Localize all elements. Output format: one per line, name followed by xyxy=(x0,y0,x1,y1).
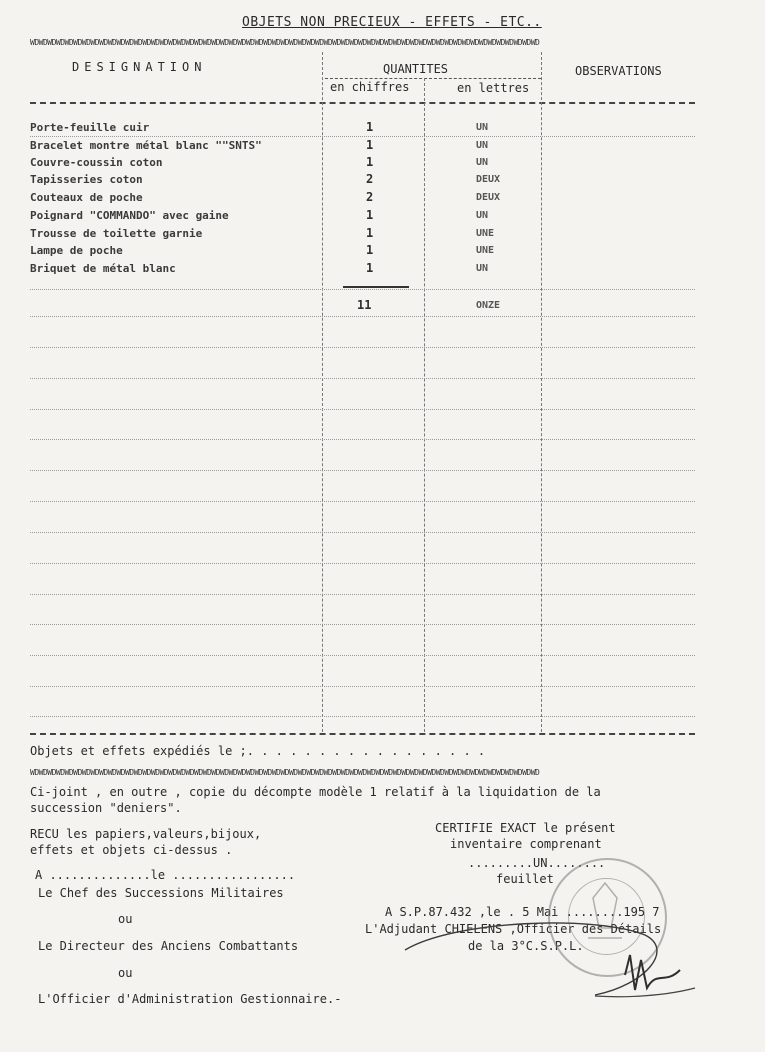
chef-successions: Le Chef des Successions Militaires xyxy=(38,886,284,900)
adjudant-line: L'Adjudant CHIELENS ,Officier des Détails xyxy=(365,922,662,936)
table-bottom-rule xyxy=(30,733,695,735)
ruling-line xyxy=(30,563,695,564)
directeur-anciens-combattants: Le Directeur des Anciens Combattants xyxy=(38,939,299,953)
item-name: Briquet de métal blanc xyxy=(30,262,176,275)
item-letters: UN xyxy=(476,140,489,151)
ruling-line xyxy=(30,289,695,290)
total-letters: ONZE xyxy=(476,300,501,311)
item-qty: 1 xyxy=(366,138,374,152)
item-qty: 1 xyxy=(366,243,374,257)
total-underline xyxy=(343,286,409,288)
ou-2: ou xyxy=(118,966,133,980)
recu-line-2: effets et objets ci-dessus . xyxy=(30,843,233,857)
ruling-line xyxy=(30,378,695,379)
item-qty: 1 xyxy=(366,120,374,134)
cijoint-line-1: Ci-joint , en outre , copie du décompte modèle 1 relatif à la liquidation de la xyxy=(30,785,601,799)
total-qty: 11 xyxy=(357,298,372,312)
ruling-line xyxy=(30,624,695,625)
item-name: Tapisseries coton xyxy=(30,173,143,186)
header-observations: OBSERVATIONS xyxy=(575,64,662,78)
cijoint-line-2: succession "deniers". xyxy=(30,801,182,815)
sp-date-line: A S.P.87.432 ,le . 5 Mai ........195 7 xyxy=(385,905,660,919)
a-le-line: A ..............le ................. xyxy=(35,868,296,882)
ruling-line xyxy=(30,439,695,440)
ruling-line xyxy=(30,347,695,348)
header-en-chiffres: en chiffres xyxy=(330,80,410,94)
handwritten-signature xyxy=(395,900,725,1010)
item-qty: 1 xyxy=(366,208,374,222)
header-en-lettres: en lettres xyxy=(457,81,530,95)
item-name: Poignard "COMMANDO" avec gaine xyxy=(30,209,229,222)
recu-line-1: RECU les papiers,valeurs,bijoux, xyxy=(30,827,262,841)
ruling-line xyxy=(30,686,695,687)
header-quantites: QUANTITES xyxy=(383,62,449,76)
inventaire-comprenant: inventaire comprenant xyxy=(450,837,602,851)
item-name: Couvre-coussin coton xyxy=(30,156,163,169)
item-qty: 1 xyxy=(366,226,374,240)
adjudant-line-2: de la 3°C.S.P.L. xyxy=(468,939,584,953)
officier-administration: L'Officier d'Administration Gestionnaire.- xyxy=(38,992,342,1006)
item-qty: 1 xyxy=(366,261,374,275)
typed-rule-bottom: WDWDWDWDWDWDWDWDWDWDWDWDWDWDWDWDWDWDWDWDWDWDWDWDWDWDWDWDWDWDWDWDWDWDWDWDWDWDWDWDWDWDWDWDWDWDWDWDWDWDWDWDWDWDWDWDWDWDWD xyxy=(30,768,540,777)
item-letters: DEUX xyxy=(476,192,501,203)
item-letters: UNE xyxy=(476,228,495,239)
feuillet-label: feuillet xyxy=(496,872,554,886)
item-letters: UN xyxy=(476,263,489,274)
ruling-line xyxy=(30,501,695,502)
item-letters: DEUX xyxy=(476,174,501,185)
ruling-line xyxy=(30,470,695,471)
column-divider-3 xyxy=(541,52,542,732)
item-name: Trousse de toilette garnie xyxy=(30,227,203,240)
ruling-line xyxy=(30,532,695,533)
ruling-line xyxy=(30,655,695,656)
ruling-line xyxy=(30,594,695,595)
ruling-line xyxy=(30,136,695,137)
certifie-exact: CERTIFIE EXACT le présent xyxy=(435,821,616,835)
item-qty: 1 xyxy=(366,155,374,169)
item-name: Lampe de poche xyxy=(30,244,123,257)
expedies-line: Objets et effets expédiés le ;. . . . . . . . . . . . . . . . . xyxy=(30,744,486,758)
item-name: Bracelet montre métal blanc ""SNTS" xyxy=(30,139,262,152)
item-qty: 2 xyxy=(366,172,374,186)
item-letters: UNE xyxy=(476,245,495,256)
item-letters: UN xyxy=(476,210,489,221)
ruling-line xyxy=(30,316,695,317)
typed-rule-top: WDWDWDWDWDWDWDWDWDWDWDWDWDWDWDWDWDWDWDWDWDWDWDWDWDWDWDWDWDWDWDWDWDWDWDWDWDWDWDWDWDWDWDWDWDWDWDWDWDWDWDWDWDWDWDWDWDWDWD xyxy=(30,38,540,47)
item-qty: 2 xyxy=(366,190,374,204)
ou-1: ou xyxy=(118,912,133,926)
column-divider-1 xyxy=(322,52,323,732)
ruling-line xyxy=(30,409,695,410)
item-letters: UN xyxy=(476,122,489,133)
column-divider-2 xyxy=(424,78,425,732)
page-title: OBJETS NON PRECIEUX - EFFETS - ETC.. xyxy=(242,15,542,30)
feuillet-count: .........UN........ xyxy=(468,856,606,870)
item-letters: UN xyxy=(476,157,489,168)
ruling-line xyxy=(30,716,695,717)
item-name: Porte-feuille cuir xyxy=(30,121,150,134)
header-bottom-rule xyxy=(30,102,695,104)
header-designation: DESIGNATION xyxy=(72,60,207,74)
item-name: Couteaux de poche xyxy=(30,191,143,204)
header-divider xyxy=(325,78,541,79)
